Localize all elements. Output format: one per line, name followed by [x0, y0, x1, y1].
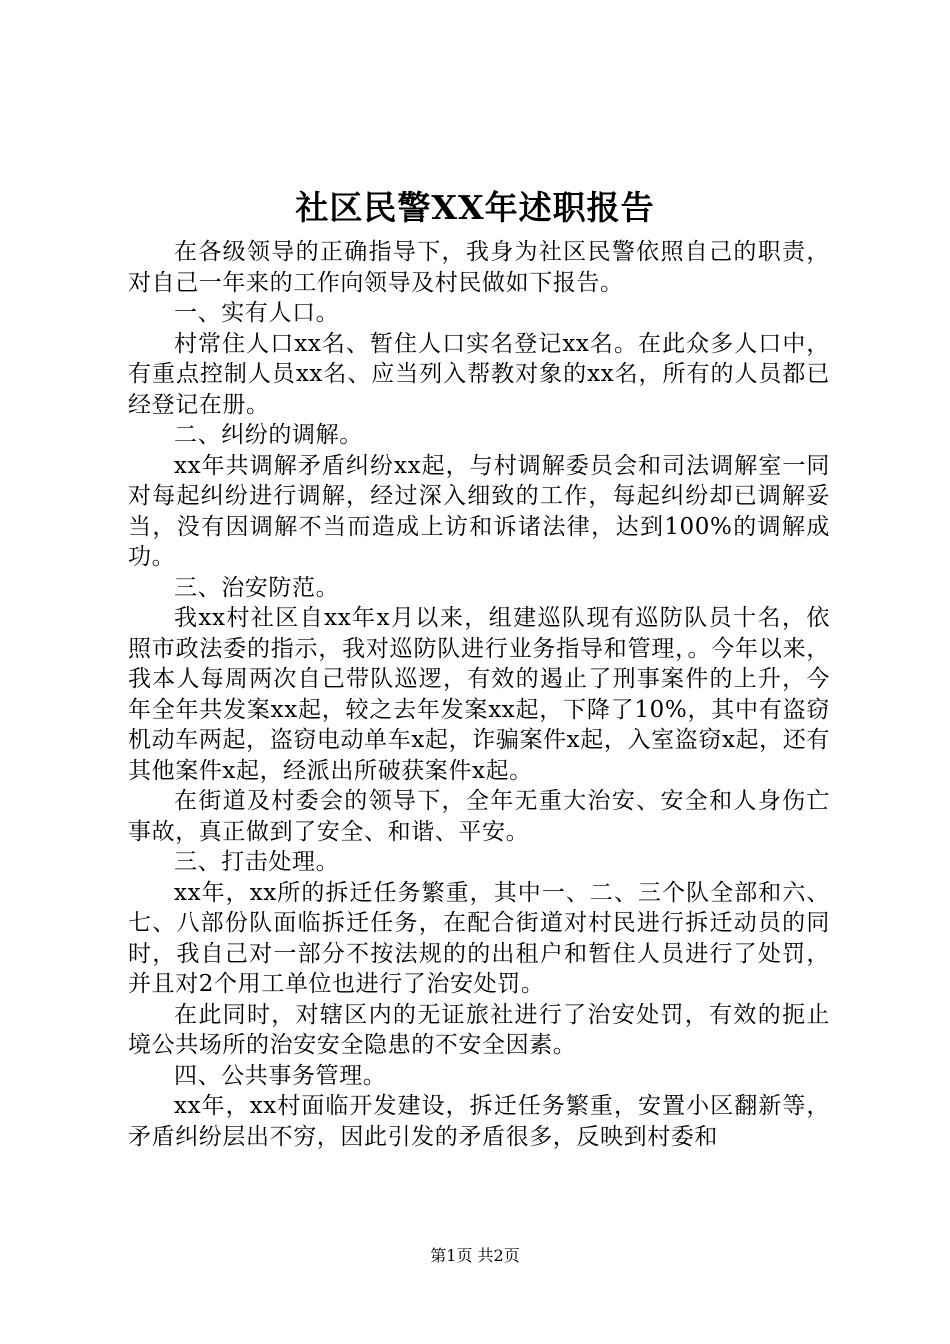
paragraph-public-affairs: xx年，xx村面临开发建设，拆迁任务繁重，安置小区翻新等，矛盾纠纷层出不穷，因此引发的矛盾很多，反映到村委和: [128, 1093, 830, 1150]
section-heading-population: 一、实有人口。: [174, 300, 340, 326]
paragraph-enforcement: xx年，xx所的拆迁任务繁重，其中一、二、三个队全部和六、七、八部份队面临拆迁任务，在配合街道对村民进行拆迁动员的同时，我自己对一部分不按法规的的出租户和暂住人员进行了处罚，并且对2个用工单位也进行了治安处罚。: [128, 879, 830, 997]
paragraph-safety: 在街道及村委会的领导下，全年无重大治安、安全和人身伤亡事故，真正做到了安全、和谐、平安。: [128, 788, 830, 845]
document-body: [128, 237, 830, 1152]
section-heading-enforcement: 三、打击处理。: [174, 849, 340, 875]
paragraph-population: 村常住人口xx名、暂住人口实名登记xx名。在此众多人口中，有重点控制人员xx名、应当列入帮教对象的xx名，所有的人员都已经登记在册。: [128, 330, 830, 418]
section-heading-mediation: 二、纠纷的调解。: [174, 422, 363, 448]
section-heading-public-affairs: 四、公共事务管理。: [174, 1062, 387, 1089]
document-title: 社区民警XX年述职报告: [295, 188, 655, 227]
paragraph-intro: 在各级领导的正确指导下，我身为社区民警依照自己的职责，对自己一年来的工作向领导及村民做如下报告。: [128, 239, 830, 296]
page-number-footer: 第1页 共2页: [430, 1246, 520, 1265]
paragraph-security: 我xx村社区自xx年x月以来，组建巡队现有巡防队员十名，依照市政法委的指示，我对巡防队进行业务指导和管理，。今年以来，我本人每周两次自己带队巡逻，有效的遏止了刑事案件的上升，今年全年共发案xx起，较之去年发案xx起，下降了10%，其中有盗窃机动车两起，盗窃电动单车x起，诈骗案件x起，入室盗窃x起，还有其他案件x起，经派出所破获案件x起。: [128, 605, 830, 784]
paragraph-mediation: xx年共调解矛盾纠纷xx起，与村调解委员会和司法调解室一同对每起纠纷进行调解，经过深入细致的工作，每起纠纷却已调解妥当，没有因调解不当而造成上访和诉诸法律，达到100%的调解成功。: [128, 452, 830, 570]
paragraph-hostels: 在此同时，对辖区内的无证旅社进行了治安处罚，有效的扼止境公共场所的治安安全隐患的不安全因素。: [128, 1001, 830, 1058]
section-heading-security: 三、治安防范。: [174, 574, 340, 601]
